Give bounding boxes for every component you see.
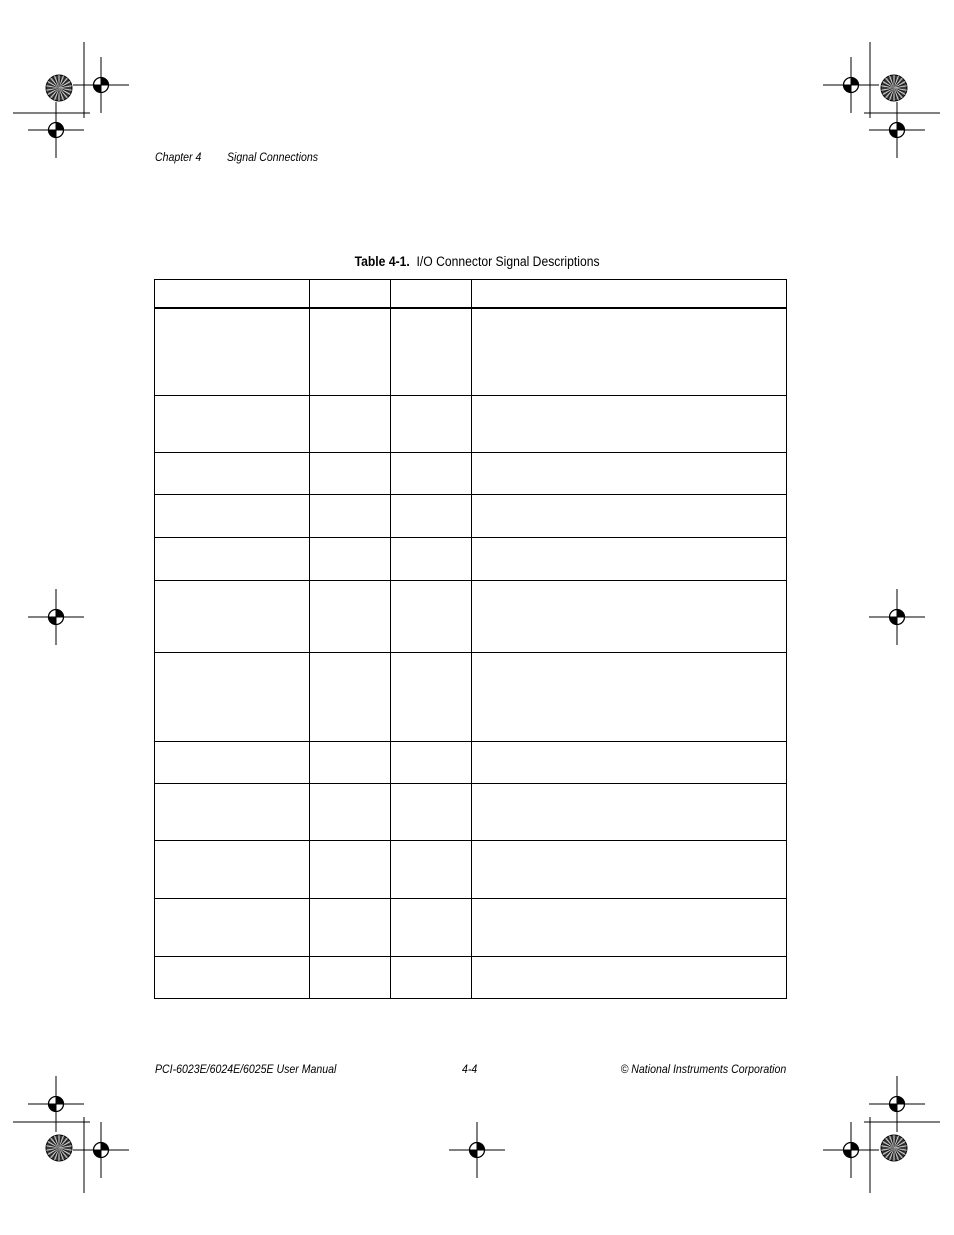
registration-target [869, 1076, 925, 1132]
registration-target [28, 102, 84, 158]
registration-target [73, 1122, 129, 1178]
table-row [154, 494, 786, 537]
table-header-row [154, 279, 786, 307]
table-row [154, 395, 786, 452]
registration-target [28, 1076, 84, 1132]
registration-target [823, 1122, 879, 1178]
table-row [154, 307, 786, 395]
table-caption [0, 254, 954, 269]
registration-target [869, 102, 925, 158]
starburst-mark [881, 75, 907, 101]
registration-target [28, 589, 84, 645]
table-row [154, 783, 786, 840]
table-row [154, 580, 786, 652]
header-section: Signal Connections [227, 150, 318, 164]
registration-target [73, 57, 129, 113]
table-row [154, 652, 786, 741]
starburst-mark [881, 1135, 907, 1161]
registration-target [823, 57, 879, 113]
starburst-mark [46, 75, 72, 101]
starburst-mark [46, 1135, 72, 1161]
table-row [154, 452, 786, 494]
registration-target [449, 1122, 505, 1178]
table-row [154, 741, 786, 783]
footer-copyright: © National Instruments Corporation [620, 1062, 786, 1076]
table-row [154, 840, 786, 898]
table-column-rule [786, 279, 787, 999]
header-chapter: Chapter 4 [155, 150, 202, 164]
table-row [154, 898, 786, 956]
table-row [154, 956, 786, 998]
footer-manual-title: PCI-6023E/6024E/6025E User Manual [155, 1062, 337, 1076]
table-caption-label: Table 4-1. [354, 254, 410, 269]
registration-target [869, 589, 925, 645]
table-row [154, 537, 786, 580]
footer-page-number: 4-4 [462, 1062, 478, 1076]
table-caption-title: I/O Connector Signal Descriptions [416, 254, 600, 269]
